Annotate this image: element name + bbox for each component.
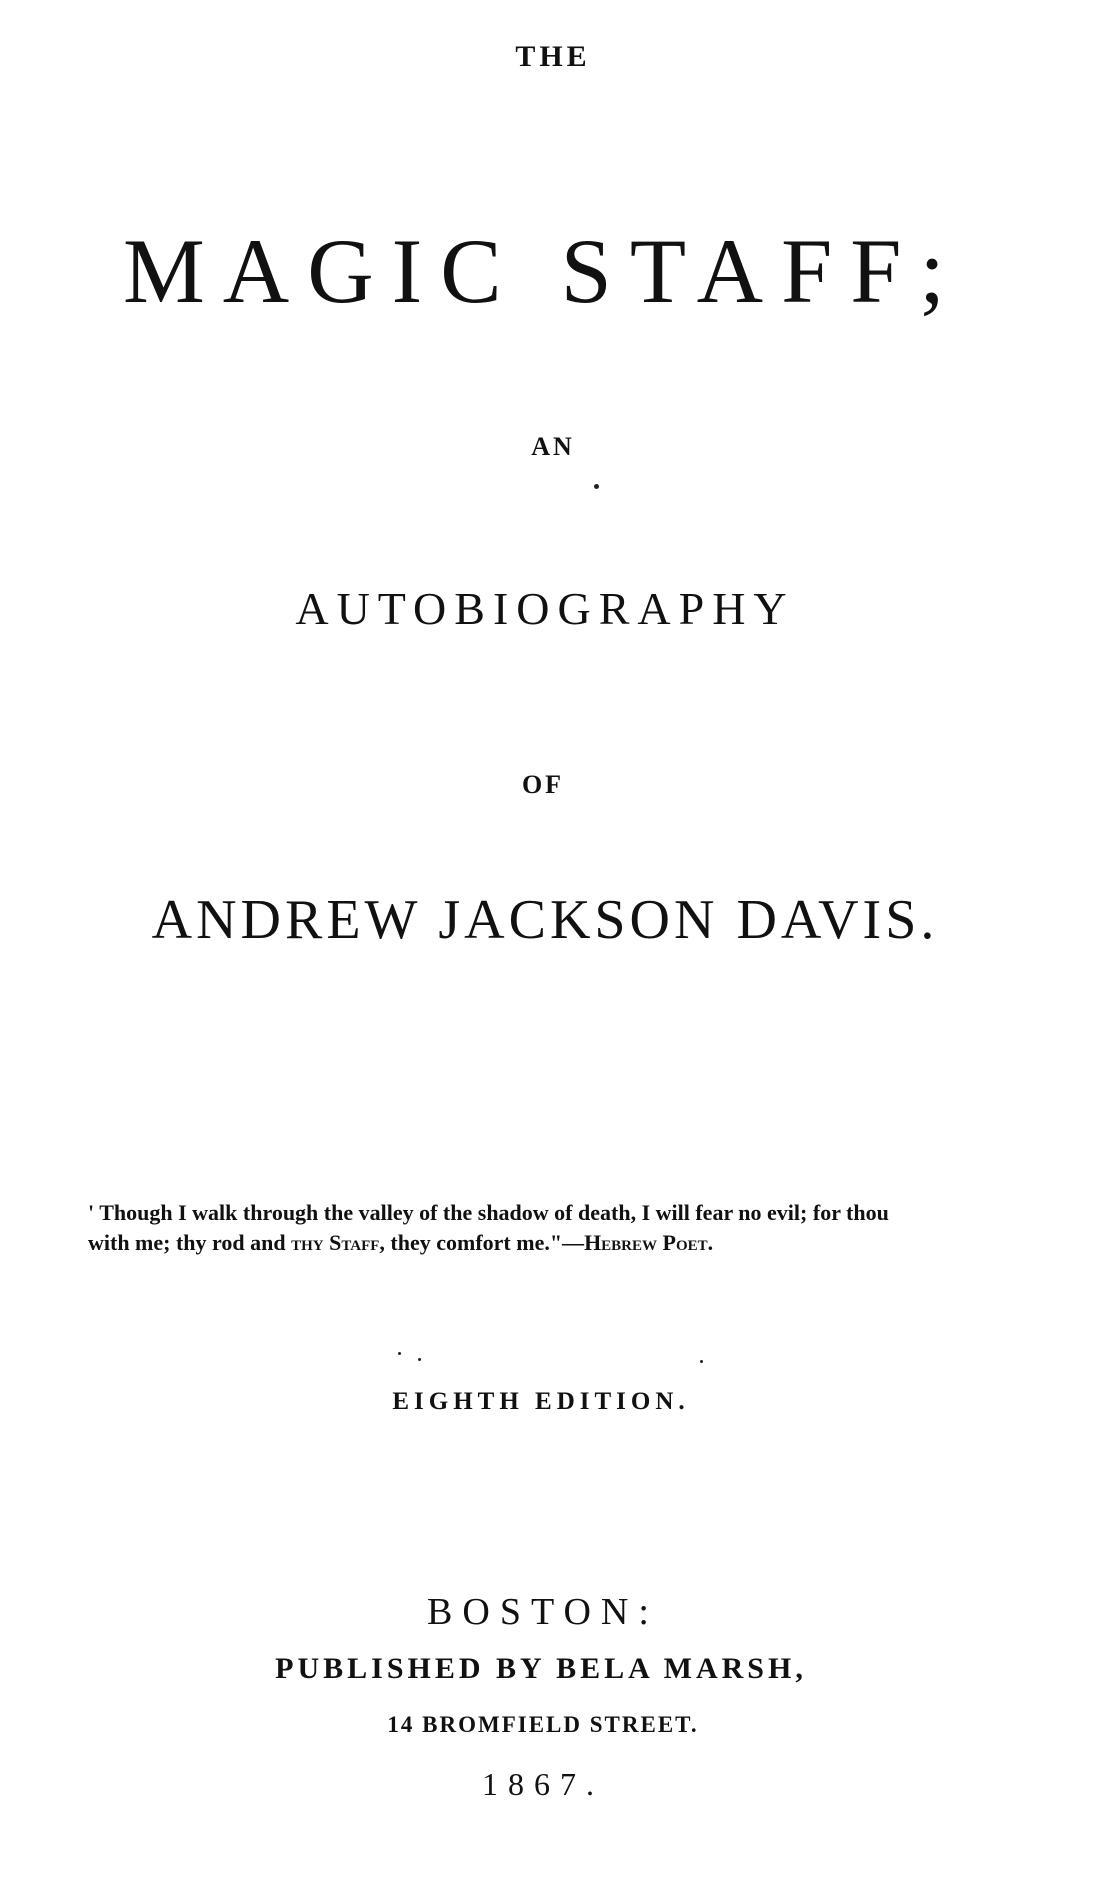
title-connector-of: OF — [521, 770, 565, 799]
print-speck — [594, 484, 599, 489]
edition-statement: EIGHTH EDITION. — [392, 1388, 690, 1415]
imprint-city: BOSTON: — [427, 1591, 659, 1633]
author-name: ANDREW JACKSON DAVIS. — [151, 889, 939, 951]
imprint-year: 1867. — [482, 1766, 604, 1802]
epigraph-source: Hebrew Poet. — [584, 1230, 714, 1255]
epigraph-text-b: , they comfort me."— — [379, 1230, 585, 1255]
epigraph — [88, 1198, 1088, 1258]
epigraph-line-2 — [88, 1228, 1088, 1258]
epigraph-line-1: ' Though I walk through the valley of the shadow of death, I will fear no evil; for thou — [88, 1200, 889, 1225]
print-speck — [398, 1352, 401, 1355]
print-speck — [418, 1358, 421, 1361]
book-subtitle: AUTOBIOGRAPHY — [295, 583, 795, 634]
imprint-publisher: PUBLISHED BY BELA MARSH, — [275, 1652, 807, 1685]
imprint-address: 14 BROMFIELD STREET. — [387, 1712, 699, 1737]
epigraph-text-a: with me; thy rod and — [88, 1230, 292, 1255]
title-connector-an: AN — [531, 432, 575, 461]
epigraph-staff: thy Staff — [291, 1230, 380, 1255]
book-title: MAGIC STAFF; — [122, 220, 963, 322]
title-article: THE — [515, 40, 591, 73]
print-speck — [700, 1360, 703, 1363]
